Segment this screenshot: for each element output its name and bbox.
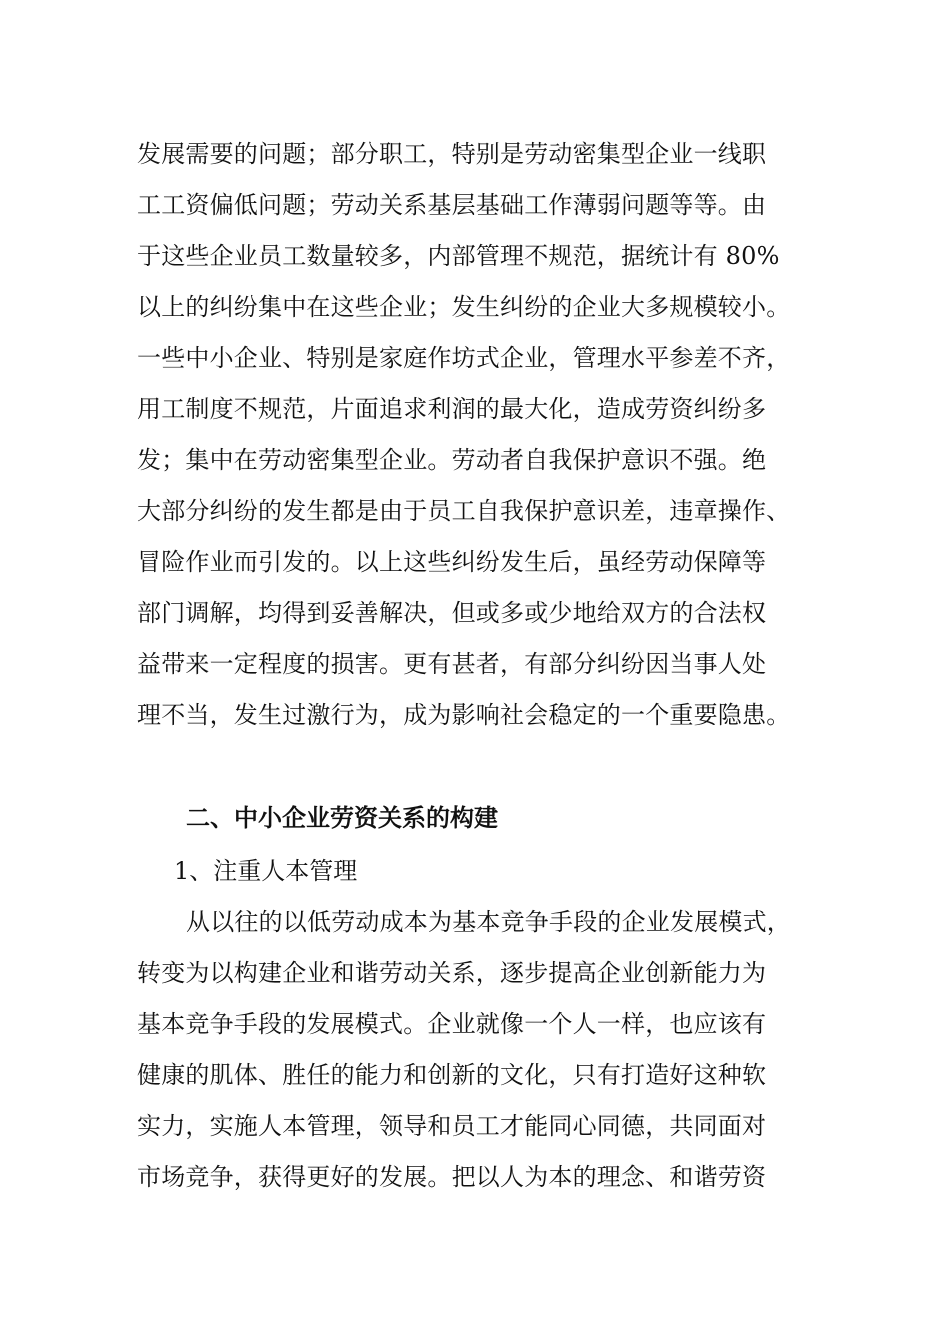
subsection-heading: 1、注重人本管理 [174, 857, 358, 885]
paragraph-line: 发；集中在劳动密集型企业。劳动者自我保护意识不强。绝 [137, 446, 767, 474]
paragraph-line: 实力，实施人本管理，领导和员工才能同心同德，共同面对 [137, 1112, 767, 1140]
paragraph-line: 于这些企业员工数量较多，内部管理不规范，据统计有 80% [137, 242, 780, 270]
paragraph-line: 益带来一定程度的损害。更有甚者，有部分纠纷因当事人处 [137, 650, 767, 678]
section-heading: 二、中小企业劳资关系的构建 [186, 803, 498, 832]
paragraph-line: 发展需要的问题；部分职工，特别是劳动密集型企业一线职 [137, 140, 767, 168]
paragraph-line: 转变为以构建企业和谐劳动关系，逐步提高企业创新能力为 [137, 959, 767, 987]
paragraph-line: 健康的肌体、胜任的能力和创新的文化，只有打造好这种软 [137, 1061, 767, 1089]
paragraph-line: 部门调解，均得到妥善解决，但或多或少地给双方的合法权 [137, 599, 767, 627]
paragraph-line: 理不当，发生过激行为，成为影响社会稳定的一个重要隐患。 [137, 701, 791, 729]
paragraph-line: 一些中小企业、特别是家庭作坊式企业，管理水平参差不齐， [137, 344, 791, 372]
paragraph-line: 基本竞争手段的发展模式。企业就像一个人一样，也应该有 [137, 1010, 767, 1038]
paragraph-line: 冒险作业而引发的。以上这些纠纷发生后，虽经劳动保障等 [137, 548, 767, 576]
paragraph-line: 从以往的以低劳动成本为基本竞争手段的企业发展模式， [186, 908, 791, 936]
paragraph-line: 以上的纠纷集中在这些企业；发生纠纷的企业大多规模较小。 [137, 293, 791, 321]
paragraph-line: 用工制度不规范，片面追求利润的最大化，造成劳资纠纷多 [137, 395, 767, 423]
paragraph-line: 市场竞争，获得更好的发展。把以人为本的理念、和谐劳资 [137, 1163, 767, 1191]
paragraph-line: 大部分纠纷的发生都是由于员工自我保护意识差，违章操作、 [137, 497, 791, 525]
paragraph-line: 工工资偏低问题；劳动关系基层基础工作薄弱问题等等。由 [137, 191, 767, 219]
